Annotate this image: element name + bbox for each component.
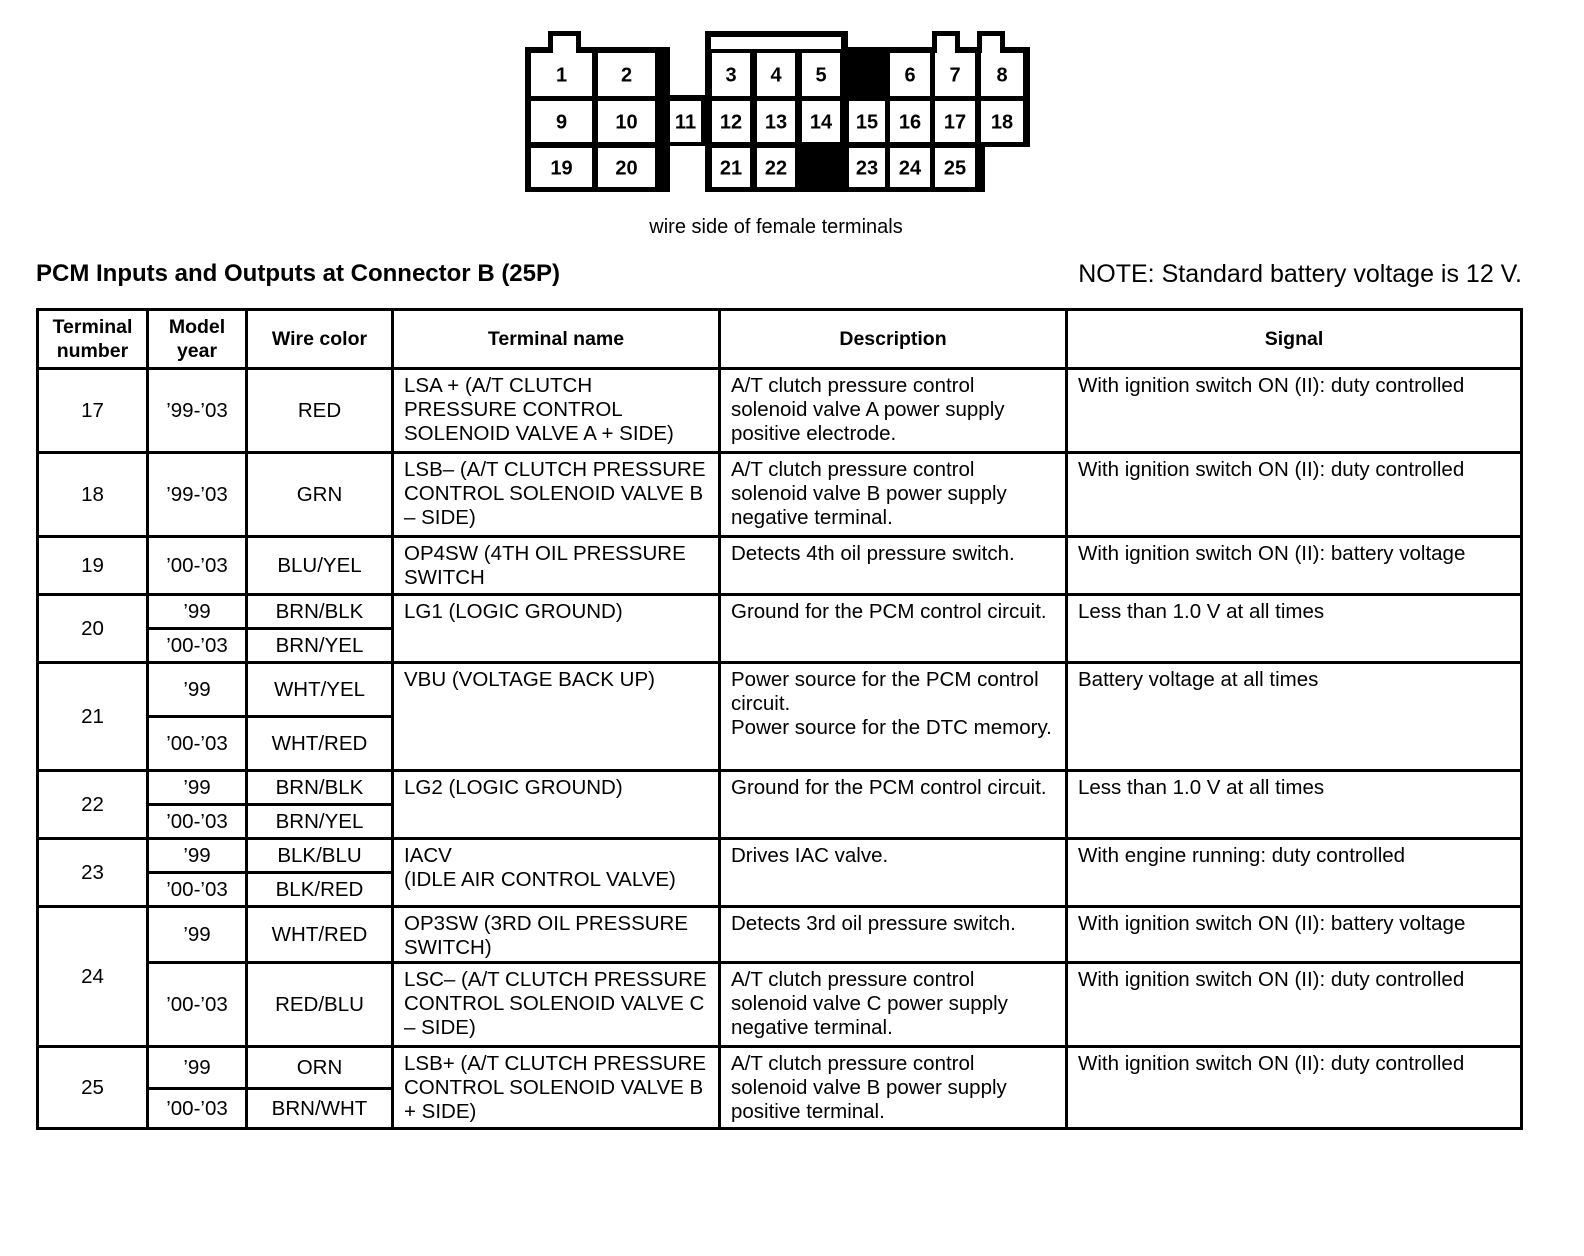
voltage-note: NOTE: Standard battery voltage is 12 V. [1078,260,1522,288]
terminal-number-label: 2 [620,64,633,87]
signal: Less than 1.0 V at all times [1067,595,1522,663]
description-text: Ground for the PCM control circuit. [731,600,1047,623]
terminal-name [393,771,720,839]
terminal-name [393,595,720,663]
pcm-io-table [36,308,1523,1130]
terminal-name-text: VBU (VOLTAGE BACK UP) [404,668,655,691]
terminal-number-label: 9 [555,111,568,134]
terminal-name-text: LG2 (LOGIC GROUND) [404,776,623,799]
header-terminal-number: Terminal number [38,310,148,369]
terminal-name [393,839,720,907]
header-terminal-name: Terminal name [393,310,720,369]
terminal-number-label: 20 [615,157,638,180]
description-text: A/T clutch pressure control solenoid valve B power supply negative terminal. [731,458,1007,529]
terminal-name-text: LG1 (LOGIC GROUND) [404,600,623,623]
wire-color: BRN/WHT [247,1089,393,1129]
header-signal: Signal [1067,310,1522,369]
terminal-number-label: 21 [719,157,743,180]
connector-caption: wire side of female terminals [649,216,903,238]
wire-color: BRN/YEL [247,805,393,839]
wire-color: BRN/BLK [247,771,393,805]
model-year: ’00-’03 [148,1089,247,1129]
terminal-number-label: 12 [719,111,743,134]
model-year: ’99-’03 [148,369,247,453]
terminal-name [393,663,720,771]
terminal-number: 20 [38,595,148,663]
terminal-number-label: 5 [815,64,827,87]
description [720,595,1067,663]
signal: With ignition switch ON (II): battery voltage [1067,537,1522,595]
wire-color: BRN/BLK [247,595,393,629]
model-year: ’99-’03 [148,453,247,537]
wire-color: BLK/BLU [247,839,393,873]
terminal-number-label: 25 [943,157,967,180]
terminal-name [393,1047,720,1129]
signal: With ignition switch ON (II): duty controlled [1067,1047,1522,1129]
terminal-number-label: 4 [770,64,782,87]
model-year: ’99 [148,595,247,629]
model-year: ’00-’03 [148,805,247,839]
terminal-number-label: 23 [855,157,879,180]
wire-color: GRN [247,453,393,537]
header-description: Description [720,310,1067,369]
description: Detects 3rd oil pressure switch. [720,907,1067,963]
signal: Less than 1.0 V at all times [1067,771,1522,839]
description [720,839,1067,907]
connector-diagram [0,0,1584,205]
terminal-number-label: 17 [943,111,967,134]
terminal-number-label: 11 [674,111,697,134]
description [720,771,1067,839]
terminal-number-label: 6 [904,64,916,87]
page-title: PCM Inputs and Outputs at Connector B (25P) [36,260,561,287]
table-header [38,310,1522,369]
table-row [38,907,1522,963]
terminal-number-label: 24 [898,157,922,180]
table-row [38,839,1522,873]
terminal-name: OP3SW (3RD OIL PRESSURE SWITCH) [393,907,720,963]
model-year: ’99 [148,771,247,805]
terminal-number: 23 [38,839,148,907]
table-row [38,595,1522,629]
terminal-number-label: 13 [764,111,788,134]
terminal-number-label: 7 [949,64,961,87]
header-model-year: Model year [148,310,247,369]
table-row [38,537,1522,595]
model-year: ’00-’03 [148,537,247,595]
wire-color: WHT/RED [247,907,393,963]
terminal-name [393,369,720,453]
table-row [38,663,1522,717]
description [720,1047,1067,1129]
description [720,369,1067,453]
table-row [38,369,1522,453]
model-year: ’99 [148,663,247,717]
description-text: Drives IAC valve. [731,844,889,867]
terminal-name [393,537,720,595]
description: A/T clutch pressure control solenoid valve C power supply negative terminal. [720,963,1067,1047]
terminal-number: 25 [38,1047,148,1129]
header-wire-color: Wire color [247,310,393,369]
terminal-number-label: 8 [996,64,1008,87]
description-text: Detects 4th oil pressure switch. [731,542,1015,565]
description-text: Power source for the PCM control circuit. [731,668,1039,715]
table-row [38,1047,1522,1089]
signal: With ignition switch ON (II): duty controlled [1067,453,1522,537]
terminal-name-text: LSB– (A/T CLUTCH PRESSURE CONTROL SOLENOID VALVE B – SIDE) [404,458,706,529]
terminal-name-text: LSA + (A/T CLUTCH PRESSURE CONTROL SOLENOID VALVE A + SIDE) [404,374,674,445]
terminal-number-label: 22 [764,157,788,180]
model-year: ’00-’03 [148,873,247,907]
model-year: ’99 [148,1047,247,1089]
description [720,537,1067,595]
model-year: ’00-’03 [148,963,247,1047]
signal: With engine running: duty controlled [1067,839,1522,907]
terminal-name: LSC– (A/T CLUTCH PRESSURE CONTROL SOLENOID VALVE C – SIDE) [393,963,720,1047]
terminal-number-label: 16 [898,111,922,134]
model-year: ’00-’03 [148,717,247,771]
terminal-number: 19 [38,537,148,595]
wire-color: RED/BLU [247,963,393,1047]
wire-color: RED [247,369,393,453]
terminal-name [393,453,720,537]
wire-color: BRN/YEL [247,629,393,663]
description-text: A/T clutch pressure control solenoid valve B power supply positive terminal. [731,1052,1007,1123]
terminal-number-label: 14 [809,111,833,134]
wire-color: BLU/YEL [247,537,393,595]
signal: With ignition switch ON (II): duty controlled [1067,963,1522,1047]
terminal-number-label: 10 [615,111,638,134]
model-year: ’99 [148,839,247,873]
table-row [38,771,1522,805]
table-row [38,963,1522,1047]
terminal-number-label: 1 [555,64,568,87]
terminal-number: 22 [38,771,148,839]
model-year: ’99 [148,907,247,963]
wire-color: ORN [247,1047,393,1089]
terminal-name-text: (IDLE AIR CONTROL VALVE) [404,868,676,891]
description [720,663,1067,771]
signal: With ignition switch ON (II): battery voltage [1067,907,1522,963]
terminal-number-label: 18 [990,111,1014,134]
terminal-number-label: 19 [550,157,573,180]
terminal-number: 24 [38,907,148,1047]
wire-color: BLK/RED [247,873,393,907]
table-row [38,453,1522,537]
terminal-number: 17 [38,369,148,453]
signal: Battery voltage at all times [1067,663,1522,771]
signal: With ignition switch ON (II): duty controlled [1067,369,1522,453]
wire-color: WHT/YEL [247,663,393,717]
terminal-number-label: 3 [725,64,737,87]
model-year: ’00-’03 [148,629,247,663]
description-text: A/T clutch pressure control solenoid valve A power supply positive electrode. [731,374,1005,445]
description-text: Ground for the PCM control circuit. [731,776,1047,799]
description-text: Power source for the DTC memory. [731,716,1052,739]
terminal-name-text: OP4SW (4TH OIL PRESSURE SWITCH [404,542,686,589]
terminal-number-label: 15 [855,111,879,134]
terminal-name-text: IACV [404,844,452,867]
terminal-name-text: LSB+ (A/T CLUTCH PRESSURE CONTROL SOLENOID VALVE B + SIDE) [404,1052,707,1123]
terminal-number: 21 [38,663,148,771]
terminal-number: 18 [38,453,148,537]
description [720,453,1067,537]
wire-color: WHT/RED [247,717,393,771]
